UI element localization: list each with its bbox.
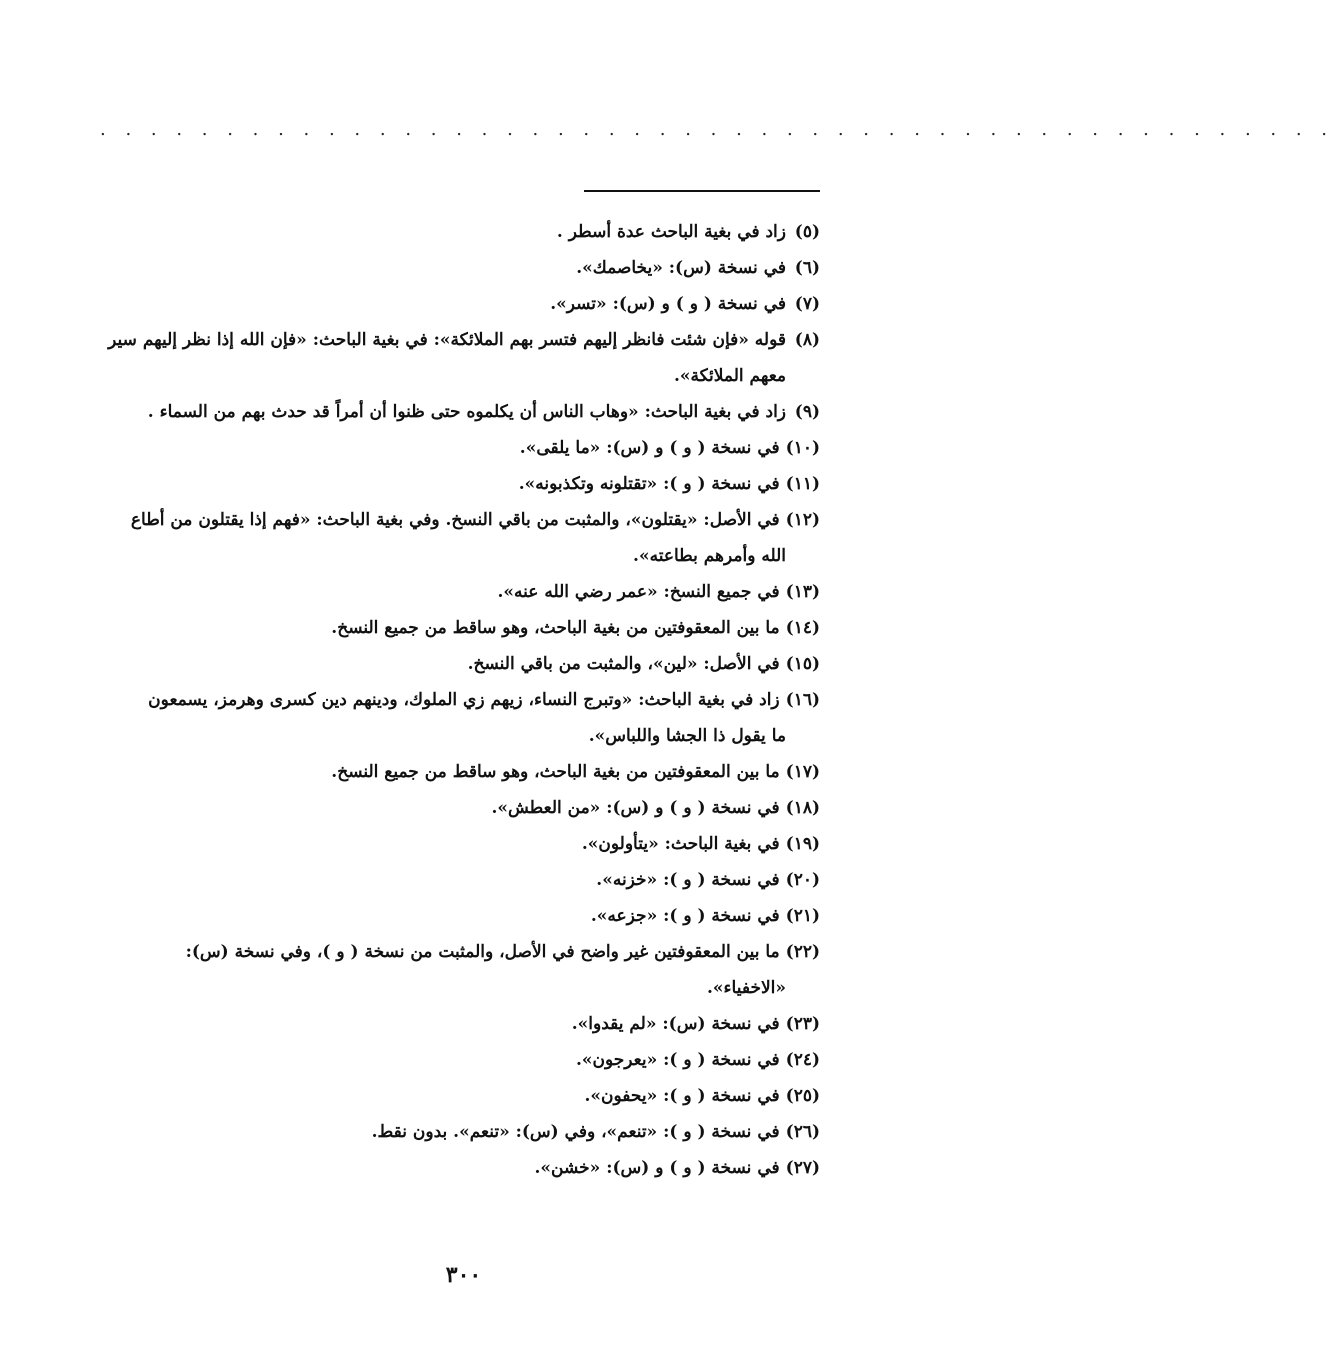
footnote-text: زاد في بغية الباحث عدة أسطر .	[556, 222, 786, 242]
footnote	[82, 322, 820, 394]
footnote-number: (١٥)	[785, 654, 820, 674]
footnote-text: ما بين المعقوفتين غير واضح في الأصل، والمثبت من نسخة ( و )، وفي نسخة (س):	[185, 942, 780, 962]
footnote-text: في بغية الباحث: «يتأولون».	[581, 834, 780, 854]
footnote	[82, 1150, 820, 1186]
footnote-number: (١٤)	[785, 618, 820, 638]
footnote	[82, 286, 820, 322]
footnote-text: في الأصل: «يقتلون»، والمثبت من باقي النسخ. وفي بغية الباحث: «فهم إذا يقتلون من أطاع	[130, 510, 780, 530]
footnote-text: في نسخة (س): «لم يقدوا».	[571, 1014, 780, 1034]
footnote-text: ما بين المعقوفتين من بغية الباحث، وهو ساقط من جميع النسخ.	[331, 762, 780, 782]
footnote	[82, 1006, 820, 1042]
footnote-text: في نسخة ( و ): «يحفون».	[584, 1086, 780, 1106]
footnote-text: في نسخة ( و ): «خزنه».	[596, 870, 780, 890]
footnote-number: (٧)	[794, 294, 820, 314]
footnote-number: (١٧)	[785, 762, 820, 782]
footnote-text: قوله «فإن شئت فانظر إليهم فتسر بهم الملائكة»: في بغية الباحث: «فإن الله إذا نظر إليهم سير	[108, 330, 786, 350]
footnote	[82, 790, 820, 826]
page-number: ٣٠٠	[445, 1262, 482, 1288]
footnote	[82, 574, 820, 610]
footnote	[82, 934, 820, 1006]
footnote-number: (٢٤)	[785, 1050, 820, 1070]
footnote-number: (٨)	[794, 330, 820, 350]
footnote-text: زاد في بغية الباحث: «وتبرج النساء، زيهم زي الملوك، ودينهم دين كسرى وهرمز، يسمعون	[148, 690, 780, 710]
footnote	[82, 826, 820, 862]
footnote-text: في جميع النسخ: «عمر رضي الله عنه».	[497, 582, 780, 602]
footnote-number: (٢٧)	[785, 1158, 820, 1178]
footnote	[82, 898, 820, 934]
footnote-number: (١٨)	[785, 798, 820, 818]
footnote-continuation: «الاخفياء».	[707, 978, 786, 998]
footnote	[82, 682, 820, 754]
footnote-text: في نسخة ( و ) و (س): «من العطش».	[491, 798, 780, 818]
footnote	[82, 466, 820, 502]
footnote	[82, 214, 820, 250]
footnote-text: في نسخة ( و ) و (س): «ما يلقى».	[519, 438, 780, 458]
footnote-number: (١٩)	[785, 834, 820, 854]
footnote	[82, 1042, 820, 1078]
footnote-number: (١٢)	[785, 510, 820, 530]
footnote	[82, 250, 820, 286]
footnote	[82, 862, 820, 898]
dotted-separator: . . . . . . . . . . . . . . . . . . . . . . . . . . . . . . . . . . . . . . . . . . . . . . . . .	[100, 119, 1334, 140]
footnote-text: في نسخة ( و ): «جزعه».	[590, 906, 780, 926]
footnote	[82, 502, 820, 574]
footnote-rule	[584, 190, 820, 192]
footnote-text: زاد في بغية الباحث: «وهاب الناس أن يكلموه حتى ظنوا أن أمراً قد حدث بهم من السماء .	[147, 402, 786, 422]
footnote	[82, 430, 820, 466]
footnote-number: (٢٠)	[785, 870, 820, 890]
footnote-number: (٢١)	[785, 906, 820, 926]
footnote-number: (٦)	[794, 258, 820, 278]
footnote-number: (٢٥)	[785, 1086, 820, 1106]
footnote-number: (١٠)	[785, 438, 820, 458]
footnotes-list	[82, 214, 820, 1186]
footnote	[82, 1078, 820, 1114]
footnote-number: (٥)	[794, 222, 820, 242]
footnote-number: (٢٢)	[785, 942, 820, 962]
footnote-number: (١١)	[785, 474, 820, 494]
footnote-continuation: ما يقول ذا الجشا واللباس».	[588, 726, 786, 746]
footnote-continuation: معهم الملائكة».	[673, 366, 786, 386]
footnote	[82, 646, 820, 682]
footnote-text: في نسخة (س): «يخاصمك».	[576, 258, 786, 278]
footnote-text: في نسخة ( و ) و (س): «تسر».	[550, 294, 786, 314]
footnote-text: في نسخة ( و ): «يعرجون».	[575, 1050, 780, 1070]
footnote-text: في الأصل: «لين»، والمثبت من باقي النسخ.	[467, 654, 780, 674]
footnote	[82, 394, 820, 430]
footnote-text: في نسخة ( و ): «تنعم»، وفي (س): «تنعم». بدون نقط.	[371, 1122, 780, 1142]
footnote	[82, 754, 820, 790]
footnote-text: في نسخة ( و ): «تقتلونه وتكذبونه».	[518, 474, 780, 494]
footnote-number: (٢٦)	[785, 1122, 820, 1142]
footnote-continuation: الله وأمرهم بطاعته».	[633, 546, 786, 566]
footnote-text: ما بين المعقوفتين من بغية الباحث، وهو ساقط من جميع النسخ.	[331, 618, 780, 638]
footnote-number: (٩)	[794, 402, 820, 422]
footnote-number: (١٣)	[785, 582, 820, 602]
footnote	[82, 610, 820, 646]
footnote-number: (٢٣)	[785, 1014, 820, 1034]
footnote-number: (١٦)	[785, 690, 820, 710]
footnote	[82, 1114, 820, 1150]
footnote-text: في نسخة ( و ) و (س): «خشن».	[534, 1158, 780, 1178]
